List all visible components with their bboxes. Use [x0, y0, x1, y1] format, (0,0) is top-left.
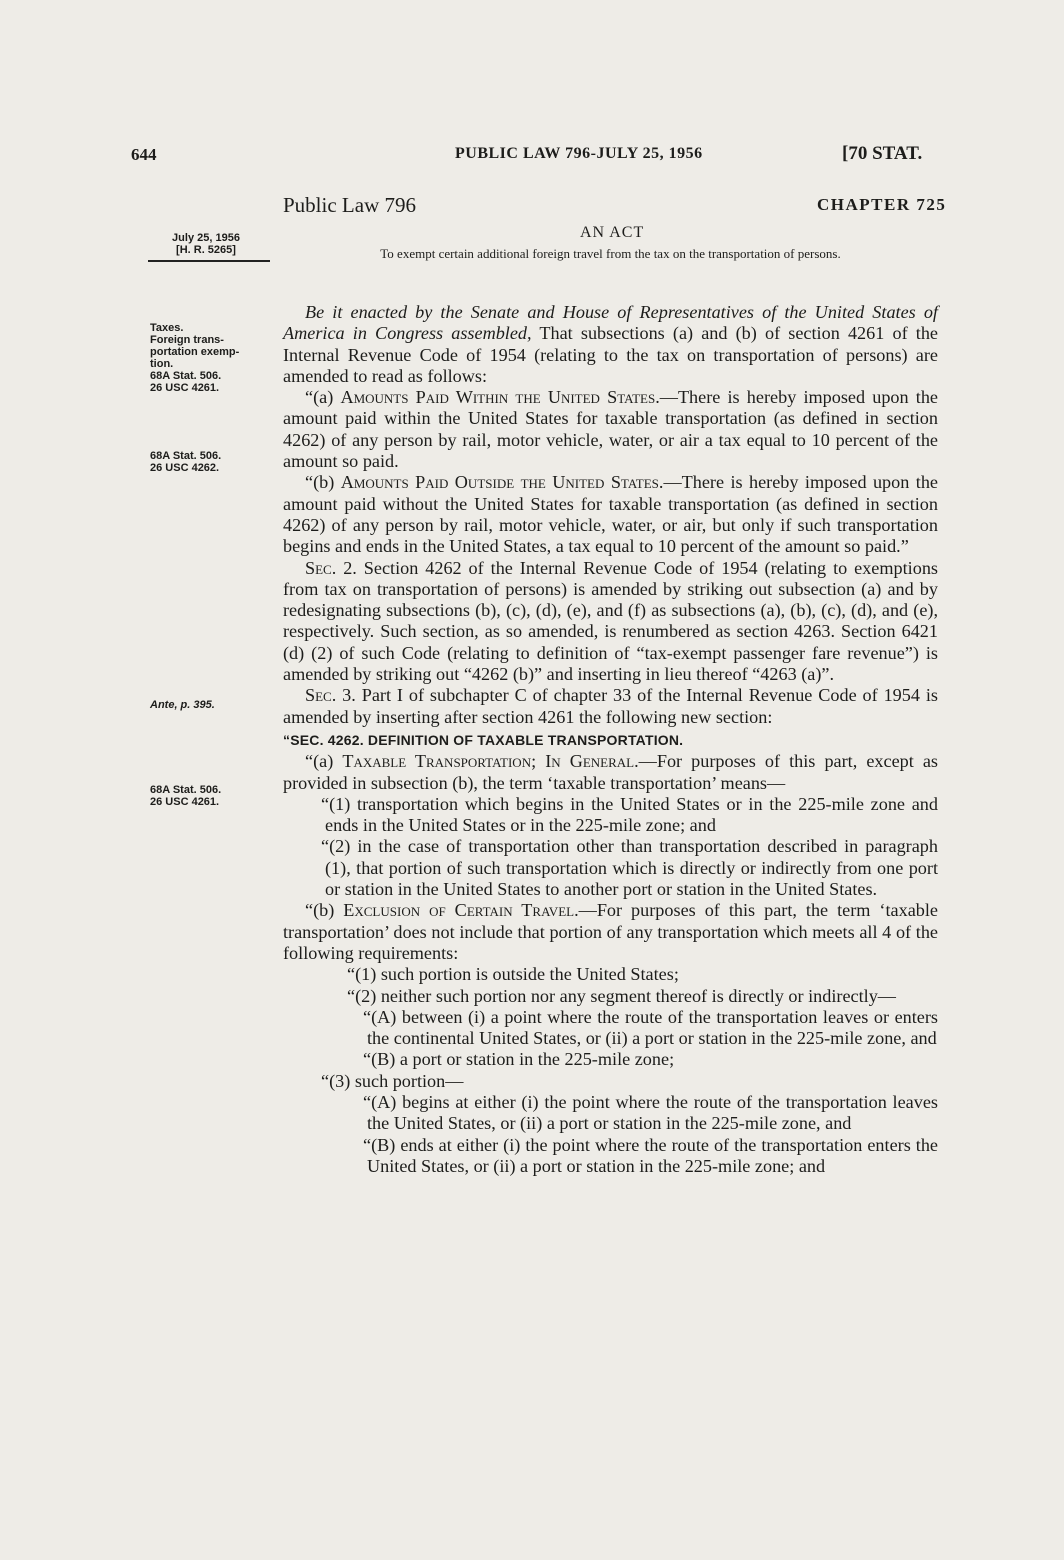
public-law-number: Public Law 796 — [283, 193, 416, 217]
exclusion-of-certain-travel: “(b) Exclusion of Certain Travel.—For purposes of this part, the term ‘taxable transportation’ does not include that portion of any transportation which meets all 4 of the following requirements: — [283, 900, 938, 963]
margin-note-4261 — [150, 784, 275, 808]
enacting-clause: Be it enacted by the Senate and House of Representatives of the United States of America in Congress assembled, That subsections (a) and (b) of section 4261 of the Internal Revenue Code of 1954 (relating to the tax on transportation of persons) are amended to read as follows: — [283, 302, 938, 386]
margin-note-line: portation exemp- — [150, 346, 240, 358]
taxable-transportation-general: “(a) Taxable Transportation; In General.—For purposes of this part, except as provided in subsection (b), the term ‘taxable transportation’ means— — [283, 751, 938, 793]
running-header — [0, 145, 1064, 175]
margin-note-line: 26 USC 4262. — [150, 462, 220, 474]
paragraph-b-2-A: “(A) between (i) a point where the route of the transportation leaves or enters the continental United States, or (ii) a port or station in the 225-mile zone, and — [363, 1006, 938, 1049]
enactment-date-block — [150, 232, 262, 256]
chapter-number: CHAPTER 725 — [817, 195, 947, 214]
margin-note-line: 26 USC 4261. — [150, 382, 220, 394]
margin-note-line: Foreign trans- — [150, 334, 224, 346]
section-4262-heading: “SEC. 4262. DEFINITION OF TAXABLE TRANSPORTATION. — [283, 731, 684, 748]
running-title: PUBLIC LAW 796-JULY 25, 1956 — [455, 145, 703, 162]
margin-note-ante — [150, 699, 275, 711]
margin-note-line: tion. — [150, 358, 174, 370]
statute-body — [283, 302, 938, 1177]
margin-note-taxes — [150, 322, 275, 394]
margin-note-4262 — [150, 450, 275, 474]
subsection-a-paid-within: “(a) Amounts Paid Within the United States.—There is hereby imposed upon the amount paid within the United States for taxable transportation (as defined in section 4262) of any person by rail, motor vehicle, water, or air a tax equal to 10 percent of the amount so paid. — [283, 387, 939, 472]
margin-note-line: 68A Stat. 506. — [150, 450, 222, 462]
paragraph-b-2-B: “(B) a port or station in the 225-mile zone; — [363, 1049, 675, 1070]
paragraph-a-2: “(2) in the case of transportation other than transportation described in paragraph (1), that portion of such transportation which is directly or indirectly from one port or station in the United States to another port or station in the United States. — [321, 836, 938, 900]
margin-note-line: 68A Stat. 506. — [150, 370, 222, 382]
margin-note-line: 26 USC 4261. — [150, 796, 220, 808]
act-title: To exempt certain additional foreign travel from the tax on the transportation of persons. — [380, 246, 841, 261]
enactment-date: July 25, 1956 — [172, 232, 240, 244]
margin-note-line: Ante, p. 395. — [150, 699, 215, 711]
section-3: Sec. 3. Part I of subchapter C of chapter 33 of the Internal Revenue Code of 1954 is amended by inserting after section 4261 the following new section: — [283, 685, 938, 727]
section-2: Sec. 2. Section 4262 of the Internal Revenue Code of 1954 (relating to exemptions from tax on transportation of persons) is amended by striking out subsection (a) and by redesignating subsections (b), (c), (d), (e), and (f) as subsections (a), (b), (c), (d), and (e), respectively. Such section, as so amended, is renumbered as section 4263. Section 6421 (d) (2) of such Code (relating to definition of “tax-exempt passenger fare revenue”) is amended by striking out “4262 (b)” and inserting in lieu thereof “4263 (a)”. — [283, 557, 938, 685]
paragraph-b-1: “(1) such portion is outside the United States; — [347, 964, 679, 985]
paragraph-b-3-B: “(B) ends at either (i) the point where the route of the transportation enters the United States, or (ii) a port or station in the 225-mile zone; and — [363, 1134, 938, 1176]
margin-note-line: 68A Stat. 506. — [150, 784, 222, 796]
paragraph-b-3-A: “(A) begins at either (i) the point where the route of the transportation leaves the United States, or (ii) a port or station in the 225-mile zone, and — [363, 1091, 938, 1134]
paragraph-a-1: “(1) transportation which begins in the United States or in the 225-mile zone and ends in the United States or in the 225-mile zone; and — [321, 793, 938, 836]
paragraph-b-2: “(2) neither such portion nor any segment thereof is directly or indirectly— — [347, 985, 896, 1006]
act-label: AN ACT — [580, 224, 645, 241]
subsection-b-paid-outside: “(b) Amounts Paid Outside the United States.—There is hereby imposed upon the amount paid without the United States for taxable transportation (as defined in section 4262) of any person by rail, motor vehicle, water, or air, but only if such transportation begins and ends in the United States, a tax equal to 10 percent of the amount so paid.” — [283, 472, 938, 557]
stat-reference: [70 STAT. — [842, 143, 923, 164]
paragraph-b-3: “(3) such portion— — [321, 1070, 464, 1091]
page-number: 644 — [131, 145, 157, 164]
date-rule — [148, 260, 270, 262]
bill-number: [H. R. 5265] — [176, 244, 236, 256]
margin-note-line: Taxes. — [150, 322, 184, 334]
